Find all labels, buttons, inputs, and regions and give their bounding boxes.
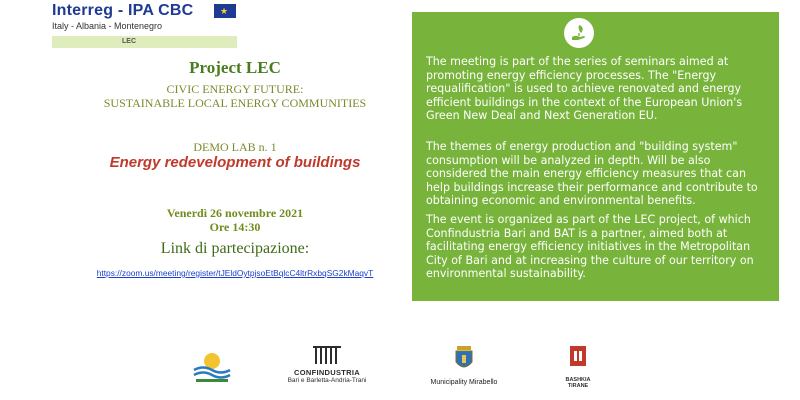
- coat-of-arms-icon: [454, 346, 474, 372]
- interreg-logo: [52, 2, 237, 48]
- tirana-emblem-icon: [568, 346, 588, 372]
- panel-paragraph-3: The event is organized as part of the LEC project, of which Confindustria Bari and BAT is a partner, aimed both at facilitating energy efficiency initiatives in the Metropolitan City of Bari and at increasing the culture of our territory on environmental sustainability.: [426, 213, 754, 281]
- interreg-title: Interreg - IPA CBC: [52, 2, 194, 19]
- tirana-logo: [558, 346, 598, 388]
- project-title: Project LEC: [189, 58, 281, 77]
- interreg-countries: Italy - Albania - Montenegro: [52, 21, 163, 31]
- eu-flag-icon: ★: [214, 4, 236, 18]
- seaside-logo-icon: [190, 348, 234, 384]
- link-label: Link di partecipazione:: [160, 240, 310, 257]
- panel-paragraph-2: The themes of energy production and "building system" consumption will be analyzed in depth. Will be also considered the main energy efficiency measures that can help buildings increase their performance and contribute to obtaining economic and environmental benefits.: [426, 140, 758, 208]
- bashkia-line2: TIRANE: [567, 383, 589, 389]
- demo-label: DEMO LAB n. 1: [193, 140, 277, 154]
- confindustria-sub: Bari e Barletta-Andria-Trani: [287, 377, 367, 384]
- subtitle-line2: SUSTAINABLE LOCAL ENERGY COMMUNITIES: [103, 96, 367, 110]
- bashkia-line1: BASHKIA: [565, 377, 591, 383]
- confindustria-logo: [262, 346, 392, 388]
- confindustria-columns-icon: [312, 346, 342, 366]
- event-date: Venerdì 26 novembre 2021: [166, 206, 304, 220]
- panel-paragraph-1: The meeting is part of the series of seminars aimed at promoting energy efficiency processes. The "Energy requalification" is used to achieve renovated and energy efficient buildings in the context of the European Union's Green New Deal and Next Generation EU.: [426, 55, 743, 123]
- demo-title: Energy redevelopment of buildings: [109, 154, 361, 171]
- event-time: Ore 14:30: [209, 220, 261, 234]
- subtitle-line1: CIVIC ENERGY FUTURE:: [166, 82, 304, 96]
- mirabello-logo: [424, 346, 504, 388]
- mirabello-name: Municipality Mirabello: [430, 379, 498, 386]
- zoom-link[interactable]: https://zoom.us/meeting/register/tJEldOytpjsoEtBqlcC4ltrRxbqSG2kMaqvT: [96, 268, 374, 278]
- confindustria-name: CONFINDUSTRIA: [294, 368, 360, 377]
- logo-bar: [52, 36, 237, 48]
- interreg-project-tag: LEC: [122, 38, 136, 45]
- leaf-hand-icon: [564, 18, 594, 48]
